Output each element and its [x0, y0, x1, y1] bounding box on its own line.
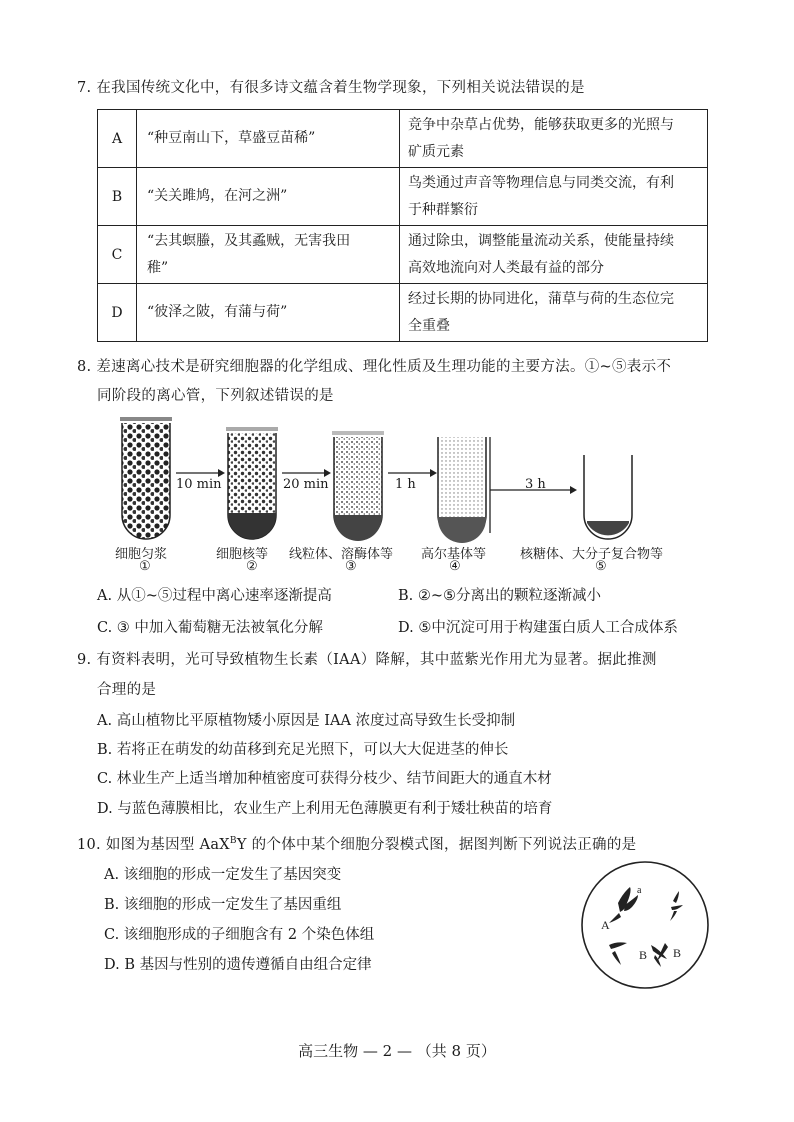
gene-label-a-lower: a — [637, 885, 642, 896]
tube-label-2: 细胞核等 — [216, 547, 269, 562]
poem-cell: “关关雎鸠，在河之洲” — [137, 168, 400, 226]
q7-table — [97, 109, 708, 342]
q9-stem-line2: 合理的是 — [97, 682, 157, 698]
table-row — [98, 284, 708, 342]
q9-option-d: D. 与蓝色薄膜相比，农业生产上利用无色薄膜更有利于矮壮秧苗的培育 — [97, 801, 553, 817]
q8-stem-line1: 8. 差速离心技术是研究细胞器的化学组成、理化性质及生理功能的主要方法。①~⑤表示不 — [77, 359, 672, 375]
q10-stem-part2: Y 的个体中某个细胞分裂模式图，据图判断下列说法正确的是 — [236, 837, 637, 853]
desc-cell — [400, 226, 708, 284]
q10-option-c: C. 该细胞形成的子细胞含有 2 个染色体组 — [104, 927, 375, 943]
gene-label-b-right: B — [673, 946, 682, 960]
table-row — [98, 110, 708, 168]
tube-label-1: 细胞匀浆 — [115, 547, 168, 562]
q10-stem — [77, 833, 636, 854]
q8-stem-line2: 同阶段的离心管，下列叙述错误的是 — [97, 388, 334, 404]
desc-line: 通过除虫，调整能量流动关系，使能量持续 — [408, 232, 674, 249]
poem-line: 稚” — [147, 259, 169, 276]
desc-line: 全重叠 — [408, 317, 450, 334]
desc-cell — [400, 284, 708, 342]
q8-option-b: B. ②~⑤分离出的颗粒逐渐减小 — [398, 588, 602, 604]
gene-label-b-left: B — [639, 948, 648, 962]
table-row — [98, 226, 708, 284]
q9-option-b: B. 若将正在萌发的幼苗移到充足光照下，可以大大促进茎的伸长 — [97, 742, 509, 758]
gene-label-a-upper: A — [601, 918, 610, 932]
q10-option-a: A. 该细胞的形成一定发生了基因突变 — [104, 867, 342, 883]
row-label: A — [98, 110, 137, 168]
tube-3 — [332, 431, 384, 541]
q8-option-a: A. 从①~⑤过程中离心速率逐渐提高 — [97, 588, 332, 604]
q7-stem: 7. 在我国传统文化中，有很多诗文蕴含着生物学现象，下列相关说法错误的是 — [77, 80, 585, 96]
q10-stem-part1: 10. 如图为基因型 AaX — [77, 837, 230, 853]
desc-line: 竞争中杂草占优势，能够获取更多的光照与 — [408, 116, 674, 133]
arrow-label-1: 10 min — [176, 477, 222, 492]
desc-line: 经过长期的协同进化，蒲草与荷的生态位完 — [408, 290, 674, 307]
desc-line: 鸟类通过声音等物理信息与同类交流，有利 — [408, 174, 674, 191]
tube-5 — [584, 455, 632, 539]
poem-line: “去其螟螣，及其蟊贼，无害我田 — [147, 232, 351, 249]
row-label: B — [98, 168, 137, 226]
chromosome-pair-aa — [609, 887, 638, 923]
desc-cell — [400, 110, 708, 168]
poem-cell: “种豆南山下，草盛豆苗稀” — [137, 110, 400, 168]
tube-label-5: 核糖体、大分子复合物等 — [520, 547, 664, 562]
tube-num-3: ③ — [345, 559, 357, 574]
q8-option-c: C. ③ 中加入葡萄糖无法被氧化分解 — [97, 620, 323, 636]
q10-stem-superscript: B — [229, 836, 237, 847]
cell-division-diagram — [575, 855, 715, 995]
chromosome-lower-left — [609, 942, 627, 965]
desc-line: 于种群繁衍 — [408, 201, 478, 218]
tube-label-4: 高尔基体等 — [421, 547, 487, 562]
chromosome-pair-bb — [651, 943, 668, 967]
tube-num-4: ④ — [449, 559, 461, 574]
page-footer: 高三生物 — 2 — （共 8 页） — [298, 1042, 496, 1060]
desc-line: 矿质元素 — [408, 143, 464, 160]
desc-cell — [400, 168, 708, 226]
arrow-label-3: 1 h — [395, 477, 416, 492]
q9-option-c: C. 林业生产上适当增加种植密度可获得分枝少、结节间距大的通直木材 — [97, 771, 552, 787]
q9-option-a: A. 高山植物比平原植物矮小原因是 IAA 浓度过高导致生长受抑制 — [97, 713, 516, 729]
arrow-label-4: 3 h — [525, 477, 546, 492]
tube-num-2: ② — [246, 559, 258, 574]
table-row — [98, 168, 708, 226]
desc-line: 高效地流向对人类最有益的部分 — [408, 259, 604, 276]
q9-stem-line1: 9. 有资料表明，光可导致植物生长素（IAA）降解，其中蓝紫光作用尤为显著。据此推测 — [77, 652, 657, 668]
arrow-label-2: 20 min — [283, 477, 329, 492]
q10-option-b: B. 该细胞的形成一定发生了基因重组 — [104, 897, 342, 913]
q10-option-d: D. B 基因与性别的遗传遵循自由组合定律 — [104, 957, 372, 973]
tube-4 — [438, 437, 490, 543]
tube-num-1: ① — [139, 559, 151, 574]
q8-option-d: D. ⑤中沉淀可用于构建蛋白质人工合成体系 — [398, 620, 678, 636]
row-label: C — [98, 226, 137, 284]
chromosome-upper-right — [670, 891, 683, 921]
poem-cell: “彼泽之陂，有蒲与荷” — [137, 284, 400, 342]
poem-cell — [137, 226, 400, 284]
tube-num-5: ⑤ — [595, 559, 607, 574]
row-label: D — [98, 284, 137, 342]
tube-label-3: 线粒体、溶酶体等 — [289, 547, 394, 562]
tube-1 — [120, 417, 172, 539]
tube-2 — [226, 427, 278, 539]
